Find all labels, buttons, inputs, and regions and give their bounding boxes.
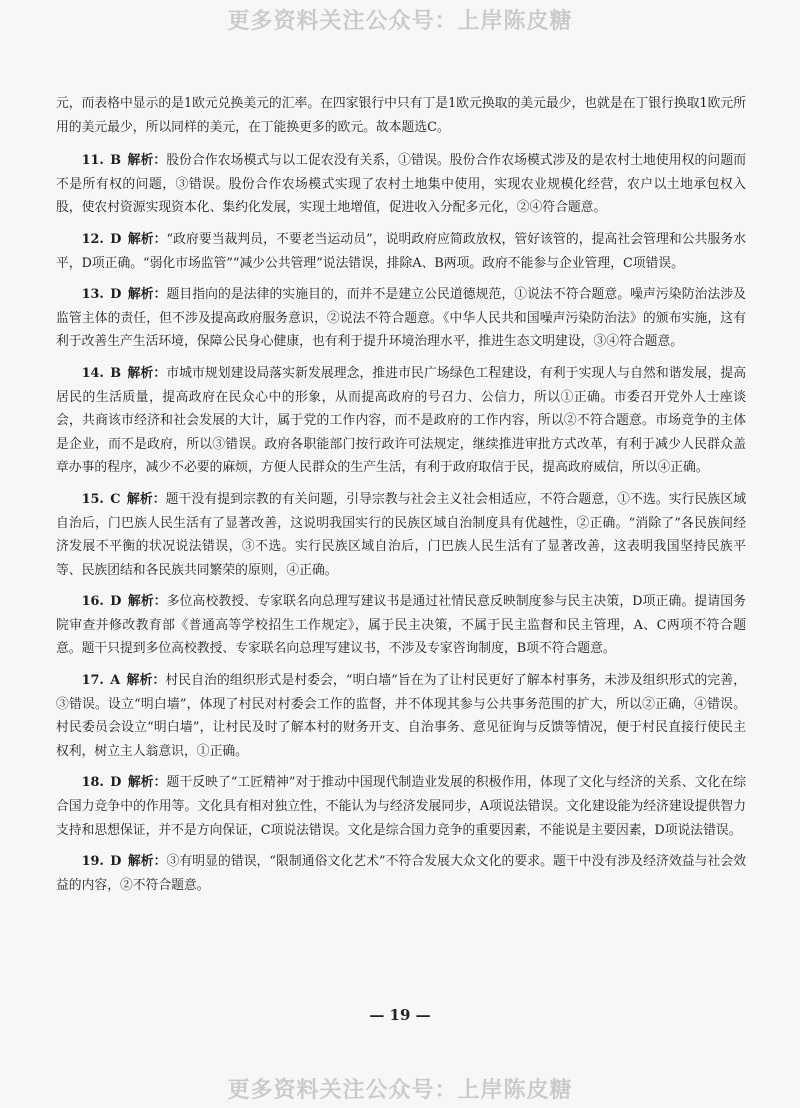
answer-item — [56, 149, 746, 220]
question-number: 18. — [81, 775, 104, 791]
analysis-text: ③有明显的错误，“限制通俗文化艺术”不符合发展大众文化的要求。题干中没有涉及经济效益与社会效益的内容，②不符合题意。 — [56, 854, 747, 893]
answer-choice: B — [110, 153, 122, 169]
answer-choice: C — [110, 491, 121, 507]
analysis-label: 解析： — [127, 153, 167, 169]
analysis-label: 解析： — [127, 231, 167, 247]
answer-choice: D — [110, 287, 122, 303]
question-number: 11. — [81, 153, 104, 169]
answer-item — [56, 590, 746, 661]
analysis-label: 解析： — [127, 594, 167, 610]
question-number: 14. — [81, 365, 104, 381]
analysis-text: 市城市规划建设局落实新发展理念，推进市民广场绿色工程建设，有利于实现人与自然和谐发展，提高居民的生活质量，提高政府在民众心中的形象，从而提高政府的号召力、公信力，所以①正确。市委召开党外人士座谈会，共商该市经济和社会发展的大计，属于党的工作内容，而不是政府的工作内容，所以②不符合题意。市场竞争的主体是企业，而不是政府，所以③错误。政府各职能部门按行政许可法规定，继续推进审批方式改革，有利于减少人民群众盖章办事的程序，减少不必要的麻烦，方便人民群众的生产生活，有利于政府取信于民，提高政府威信，所以④正确。 — [56, 365, 747, 476]
page-number: — 19 — — [369, 1006, 431, 1024]
answer-content — [56, 92, 746, 905]
answer-item — [56, 669, 746, 763]
answer-choice: D — [110, 775, 122, 791]
analysis-text: 股份合作农场模式与以工促农没有关系，①错误。股份合作农场模式涉及的是农村土地使用权的问题而不是所有权的问题，③错误。股份合作农场模式实现了农村土地集中使用，实现农业规模化经营，农户以土地承包权入股，使农村资源实现资本化、集约化发展，实现土地增值，促进收入分配多元化，②④符合题意。 — [56, 153, 747, 216]
question-number: 16. — [81, 594, 104, 610]
analysis-label: 解析： — [127, 365, 167, 381]
question-number: 19. — [81, 854, 104, 870]
question-number: 15. — [81, 491, 104, 507]
analysis-label: 解析： — [126, 673, 166, 689]
analysis-text: 多位高校教授、专家联名向总理写建议书是通过社情民意反映制度参与民主决策，D项正确。提请国务院审查并修改教育部《普通高等学校招生工作规定》，属于民主决策，不属于民主监督和民主管理，A、C两项不符合题意。题干只提到多位高校教授、专家联名向总理写建议书，不涉及专家咨询制度，B项不符合题意。 — [56, 594, 746, 657]
answer-item — [56, 228, 746, 275]
answer-choice: D — [110, 231, 122, 247]
watermark-top: 更多资料关注公众号：上岸陈皮糖 — [227, 9, 573, 34]
answer-item — [56, 362, 746, 480]
answer-choice: D — [110, 854, 122, 870]
answer-item — [56, 283, 746, 354]
question-number: 13. — [81, 287, 104, 303]
question-number: 17. — [81, 673, 104, 689]
analysis-label: 解析： — [127, 775, 167, 791]
watermark-bottom: 更多资料关注公众号：上岸陈皮糖 — [227, 1078, 573, 1103]
question-number: 12. — [81, 231, 104, 247]
answer-choice: B — [110, 365, 122, 381]
analysis-text: 村民自治的组织形式是村委会，“明白墙”旨在为了让村民更好了解本村事务，未涉及组织形式的完善，③错误。设立“明白墙”，体现了村民对村委会工作的监督，并不体现其参与公共事务范围的扩大，所以②正确，④错误。村民委员会设立“明白墙”，让村民及时了解本村的财务开支、自治事务、意见征询与反馈等情况，便于村民直接行使民主权利，树立主人翁意识，①正确。 — [56, 673, 746, 759]
analysis-text: 题干没有提到宗教的有关问题，引导宗教与社会主义社会相适应，不符合题意，①不选。实行民族区域自治后，门巴族人民生活有了显著改善，这说明我国实行的民族区域自治制度具有优越性，②正确。“消除了”各民族间经济发展不平衡的状况说法错误，③不选。实行民族区域自治后，门巴族人民生活有了显著改善，这表明我国坚持民族平等、民族团结和各民族共同繁荣的原则，④正确。 — [56, 491, 747, 578]
analysis-text: 题干反映了“工匠精神”对于推动中国现代制造业发展的积极作用，体现了文化与经济的关系、文化在综合国力竞争中的作用等。文化具有相对独立性，不能认为与经济发展同步，A项说法错误。文化建设能为经济建设提供智力支持和思想保证，并不是方向保证，C项说法错误。文化是综合国力竞争的重要因素，不能说是主要因素，D项说法错误。 — [56, 775, 747, 838]
answer-item — [56, 850, 746, 897]
analysis-label: 解析： — [127, 287, 167, 303]
answer-choice: A — [110, 673, 121, 689]
intro-paragraph: 元，而表格中显示的是1欧元兑换美元的汇率。在四家银行中只有丁是1欧元换取的美元最少，也就是在丁银行换取1欧元所用的美元最少，所以同样的美元，在丁能换更多的欧元。故本题选C。 — [56, 96, 746, 135]
answer-choice: D — [110, 594, 122, 610]
analysis-text: “政府要当裁判员，不要老当运动员”，说明政府应简政放权，管好该管的，提高社会管理和公共服务水平，D项正确。“弱化市场监管”“减少公共管理”说法错误，排除A、B两项。政府不能参与企业管理，C项错误。 — [56, 231, 747, 271]
answer-item — [56, 771, 746, 842]
analysis-label: 解析： — [127, 854, 167, 870]
answer-list — [56, 149, 746, 897]
analysis-label: 解析： — [126, 491, 166, 507]
answer-item — [56, 488, 746, 582]
analysis-text: 题目指向的是法律的实施目的，而并不是建立公民道德规范，①说法不符合题意。噪声污染防治法涉及监管主体的责任，但不涉及提高政府服务意识，②说法不符合题意。《中华人民共和国噪声污染防治法》的颁布实施，这有利于改善生产生活环境，保障公民身心健康，也有利于提升环境治理水平，推进生态文明建设，③④符合题意。 — [56, 287, 747, 350]
